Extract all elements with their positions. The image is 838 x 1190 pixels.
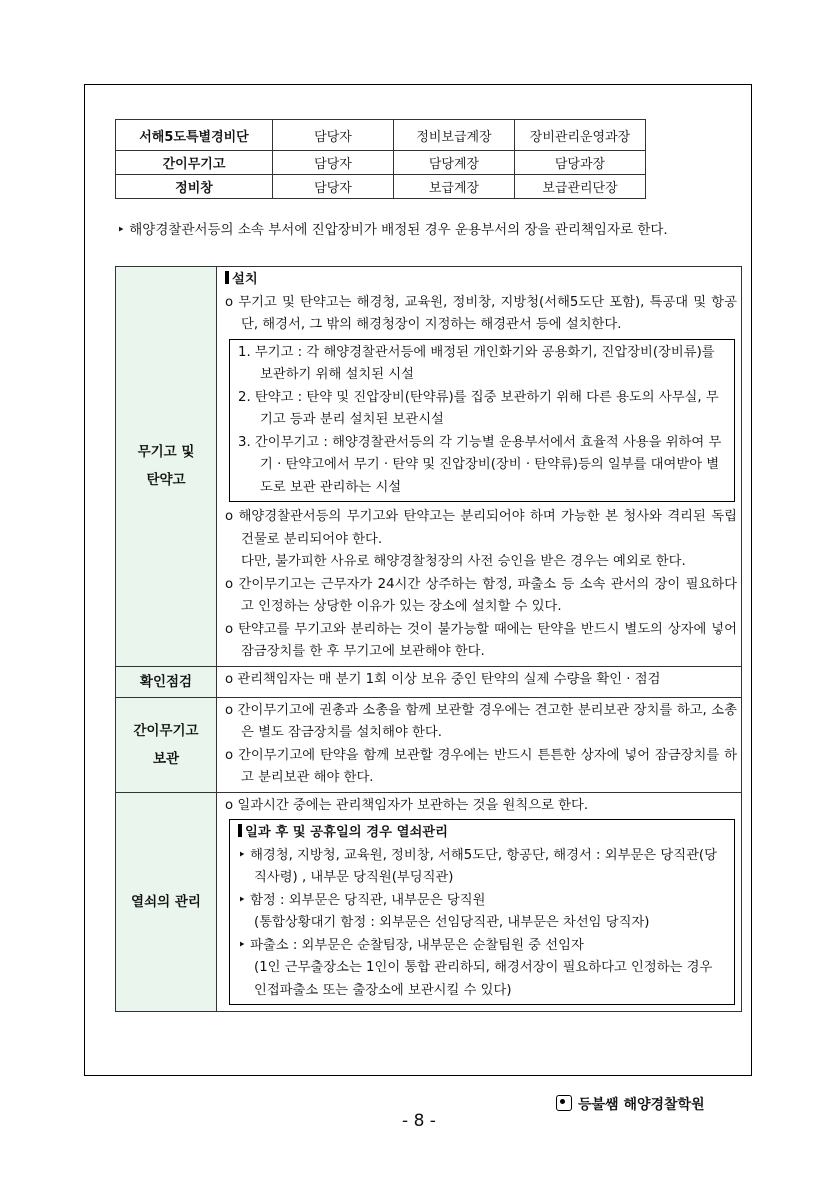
subheading	[225, 269, 737, 292]
definitions-box	[229, 339, 735, 503]
paragraph: 다만, 불가피한 사유로 해양경찰청장의 사전 승인을 받은 경우는 예외로 한다.	[241, 554, 686, 569]
approval-table	[115, 119, 646, 199]
paragraph: o 간이무기고에 탄약을 함께 보관할 경우에는 반드시 튼튼한 상자에 넣어 잠금장치를 하고 분리보관 해야 한다.	[225, 747, 737, 785]
row-label-armory	[116, 267, 217, 667]
cell: 담당자	[273, 175, 394, 199]
row-head: 정비창	[116, 175, 273, 199]
cell: 담당계장	[394, 151, 515, 175]
bullet-item: ‣ 파출소 : 외부문은 순찰팀장, 내부문은 순찰팀원 중 선임자	[238, 937, 584, 953]
paragraph: o 탄약고를 무기고와 분리하는 것이 불가능할 때에는 탄약을 반드시 별도의 상자에 넣어 잠금장치를 한 후 무기고에 보관해야 한다.	[225, 621, 737, 659]
armory-content	[217, 267, 742, 667]
definition-item: 1. 무기고 : 각 해양경찰관서등에 배정된 개인화기와 공용화기, 진압장비(장비류)를 보관하기 위해 설치된 시설	[238, 344, 715, 382]
row-label-check: 확인점검	[116, 666, 217, 697]
cell: 장비관리운영과장	[515, 120, 646, 151]
row-label-keys: 열쇠의 관리	[116, 792, 217, 1012]
table-row	[116, 267, 742, 667]
academy-name: 등불쌤 해양경찰학원	[578, 1097, 705, 1113]
keys-box	[229, 819, 735, 1005]
label-line: 무기고 및	[137, 444, 195, 461]
row-head: 서해5도특별경비단	[116, 120, 273, 151]
subheading	[238, 822, 728, 845]
paragraph: o 무기고 및 탄약고는 해경청, 교육원, 정비창, 지방청(서해5도단 포함), 특공대 및 항공단, 해경서, 그 밖의 해경청장이 지정하는 해경관서 등에 설치한다.	[225, 294, 737, 332]
table-row	[116, 151, 646, 175]
label-line: 탄약고	[146, 472, 186, 489]
manager-note: ‣ 해양경찰관서등의 소속 부서에 진압장비가 배정된 경우 운용부서의 장을 관리책임자로 한다.	[117, 222, 668, 238]
paragraph: o 관리책임자는 매 분기 1회 이상 보유 중인 탄약의 실제 수량을 확인 · 점검	[225, 671, 661, 687]
cell: 보급관리단장	[515, 175, 646, 199]
paragraph: o 간이무기고에 권총과 소총을 함께 보관할 경우에는 견고한 분리보관 장치를 하고, 소총은 별도 잠금장치를 설치해야 한다.	[225, 702, 737, 740]
paragraph: o 일과시간 중에는 관리책임자가 보관하는 것을 원칙으로 한다.	[225, 797, 589, 813]
cell: 담당과장	[515, 151, 646, 175]
cell: 담당자	[273, 120, 394, 151]
bar-icon	[225, 271, 229, 284]
bullet-subitem: (통합상황대기 함정 : 외부문은 선임당직관, 내부문은 차선임 당직자)	[254, 915, 650, 930]
cell: 정비보급계장	[394, 120, 515, 151]
table-row	[116, 175, 646, 199]
bullet-item: ‣ 해경청, 지방청, 교육원, 정비창, 서해5도단, 항공단, 해경서 : 외부문은 당직관(당직사령) , 내부문 당직원(부딩직관)	[238, 847, 717, 885]
bullet-subitem: (1인 근무출장소는 1인이 통합 관리하되, 해경서장이 필요하다고 인정하는 경우 인접파출소 또는 출장소에 보관시킬 수 있다)	[254, 960, 713, 998]
paragraph: o 간이무기고는 근무자가 24시간 상주하는 함정, 파출소 등 소속 관서의 장이 필요하다고 인정하는 상당한 이유가 있는 장소에 설치할 수 있다.	[225, 576, 737, 614]
page-number: - 8 -	[402, 1111, 436, 1131]
definition-item: 2. 탄약고 : 탄약 및 진압장비(탄약류)를 집중 보관하기 위해 다른 용도의 사무실, 무기고 등과 분리 설치된 보관시설	[238, 389, 719, 427]
subheading-text: 설치	[232, 272, 258, 287]
row-label-simple-armory	[116, 697, 217, 792]
row-head: 간이무기고	[116, 151, 273, 175]
table-row	[116, 697, 742, 792]
academy-logo-icon	[556, 1095, 572, 1111]
keys-content	[217, 792, 742, 1012]
table-row	[116, 666, 742, 697]
subheading-text: 일과 후 및 공휴일의 경우 열쇠관리	[245, 825, 448, 840]
definition-item: 3. 간이무기고 : 해양경찰관서등의 각 기능별 운용부서에서 효율적 사용을 위하여 무기 · 탄약고에서 무기 · 탄약 및 진압장비(장비 · 탄약류)등의 일부를 대여받아 별도로 보관 관리하는 시설	[238, 434, 722, 495]
table-row	[116, 120, 646, 151]
paragraph: o 해양경찰관서등의 무기고와 탄약고는 분리되어야 하며 가능한 본 청사와 격리된 독립 건물로 분리되어야 한다.	[225, 509, 737, 547]
check-content	[217, 666, 742, 697]
bullet-item: ‣ 함정 : 외부문은 당직관, 내부문은 당직원	[238, 892, 486, 908]
cell: 담당자	[273, 151, 394, 175]
bar-icon	[238, 824, 242, 837]
armory-rules-table	[115, 266, 742, 1012]
table-row	[116, 792, 742, 1012]
simple-armory-content	[217, 697, 742, 792]
cell: 보급계장	[394, 175, 515, 199]
label-line: 간이무기고	[133, 722, 199, 739]
label-line: 보관	[152, 750, 180, 767]
